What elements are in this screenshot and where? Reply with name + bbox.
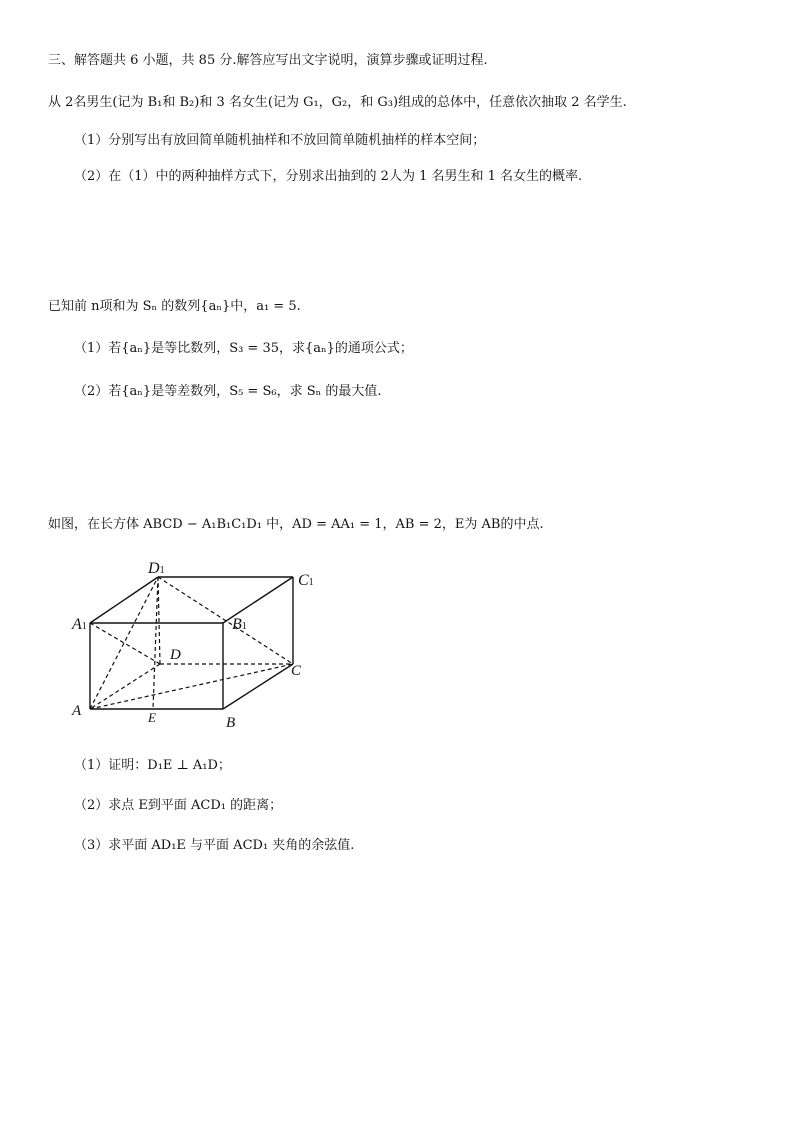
label-D1: D1 xyxy=(148,560,165,577)
problem-18-stem: 如图，在长方体 ABCD − A₁B₁C₁D₁ 中，AD = AA₁ = 1，AB = 2，E为 AB的中点. xyxy=(48,517,544,532)
label-A: A xyxy=(72,703,82,719)
segment-A-D1 xyxy=(90,577,158,709)
problem-18-part-2: （2）求点 E到平面 ACD₁ 的距离； xyxy=(74,798,283,813)
problem-17-part-2: （2）若{aₙ}是等差数列，S₅ = S₆，求 Sₙ 的最大值. xyxy=(74,384,382,399)
problem-17-stem: 已知前 n项和为 Sₙ 的数列{aₙ}中，a₁ = 5. xyxy=(48,299,301,314)
problem-18-part-3: （3）求平面 AD₁E 与平面 ACD₁ 夹角的余弦值. xyxy=(74,838,355,853)
label-E: E xyxy=(148,710,156,725)
section-header: 三、解答题共 6 小题，共 85 分.解答应写出文字说明，演算步骤或证明过程. xyxy=(48,53,488,68)
segment-A1-D xyxy=(90,623,160,664)
edge-C-B xyxy=(223,664,293,709)
label-B1: B1 xyxy=(232,616,247,633)
edge-D-A xyxy=(90,664,160,709)
label-D: D xyxy=(170,647,181,663)
label-A1: A1 xyxy=(72,616,87,633)
label-C: C xyxy=(291,663,302,679)
problem-16-part-1: （1）分别写出有放回简单随机抽样和不放回简单随机抽样的样本空间； xyxy=(74,133,486,148)
problem-18-part-1: （1）证明：D₁E ⊥ A₁D； xyxy=(74,758,231,773)
problem-17-part-1: （1）若{aₙ}是等比数列，S₃ = 35，求{aₙ}的通项公式； xyxy=(74,341,413,356)
problem-16-part-2: （2）在（1）中的两种抽样方式下，分别求出抽到的 2人为 1 名男生和 1 名女生的概率. xyxy=(74,169,583,184)
label-B: B xyxy=(226,715,236,731)
edge-D-D1 xyxy=(158,577,160,664)
problem-16-stem: 从 2名男生(记为 B₁和 B₂)和 3 名女生(记为 G₁，G₂，和 G₃)组成的总体中，任意依次抽取 2 名学生. xyxy=(48,95,627,110)
segment-A-C xyxy=(90,664,293,709)
cuboid-figure xyxy=(60,555,330,735)
segment-D1-E xyxy=(153,577,158,709)
label-C1: C1 xyxy=(298,572,314,589)
edge-A1-D1 xyxy=(90,577,158,623)
